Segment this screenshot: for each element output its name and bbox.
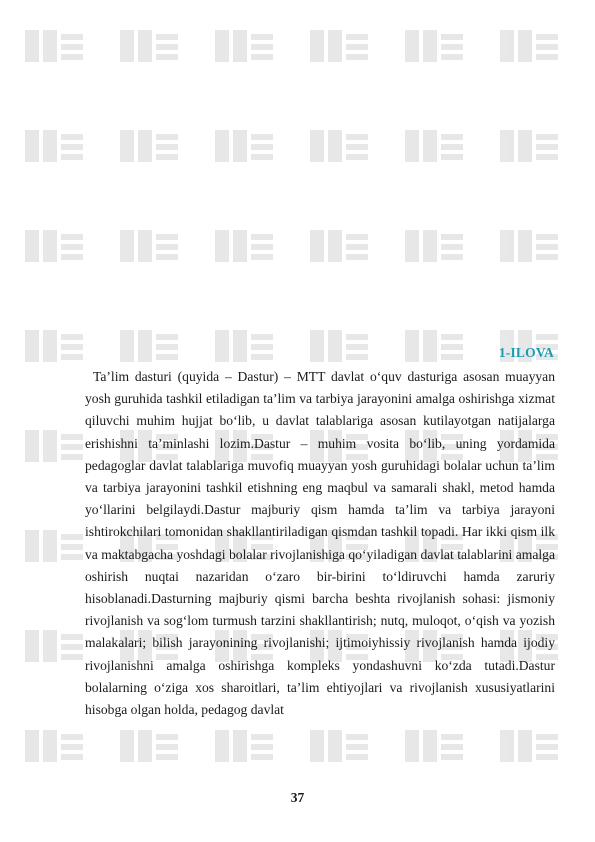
- watermark-mark: [310, 730, 368, 762]
- watermark-mark: [120, 730, 178, 762]
- watermark-mark: [500, 130, 558, 162]
- watermark-mark: [310, 30, 368, 62]
- watermark-mark: [25, 330, 83, 362]
- watermark-mark: [120, 30, 178, 62]
- watermark-mark: [405, 30, 463, 62]
- watermark-mark: [405, 330, 463, 362]
- watermark-mark: [215, 230, 273, 262]
- watermark-mark: [310, 230, 368, 262]
- watermark-mark: [215, 30, 273, 62]
- watermark-mark: [405, 130, 463, 162]
- watermark-mark: [120, 330, 178, 362]
- appendix-heading: 1-ILOVA: [498, 345, 554, 360]
- watermark-mark: [25, 30, 83, 62]
- watermark-mark: [310, 330, 368, 362]
- watermark-mark: [120, 230, 178, 262]
- body-paragraph: Ta’lim dasturi (quyida – Dastur) – MTT davlat o‘quv dasturiga asosan muayyan yosh guruhida tashkil etiladigan ta’lim va tarbiya jarayonini amalga oshirishga xizmat qiluvchi muhim hujjat bo‘lib, u davlat talablariga asosan kutilayotgan natijalarga erishishni ta’minlashi lozim.Dastur – muhim vosita bo‘lib, uning yordamida pedagoglar davlat talablariga muvofiq muayyan yosh guruhidagi bolalar uchun ta’lim va tarbiya jarayonini tashkil etishning eng maqbul va samarali shakl, metod hamda yo‘llarini belgilaydi.Dastur majburiy qism hamda ta’lim va tarbiya jarayoni ishtirokchilari tomonidan shakllantiriladigan qismdan tashkil topadi. Har ikki qism ilk va maktabgacha yoshdagi bolalar rivojlanishiga qo‘yiladigan davlat talablarini amalga oshirish nuqtai nazaridan o‘zaro bir-birini to‘ldiruvchi hamda zaruriy hisoblanadi.Dasturning majburiy qismi barcha beshta rivojlanish sohasi: jismoniy rivojlanish va sog‘lom turmush tarzini shakllantirish; nutq, muloqot, o‘qish va yozish malakalari; bilish jarayonining rivojlanishi; ijtimoiyhissiy rivojlanish hamda ijodiy rivojlanishni amalga oshirishga kompleks yondashuvni ko‘zda tutadi.Dastur bolalarning o‘ziga xos sharoitlari, ta’lim ehtiyojlari va rivojlanish xususiyatlarini hisobga olgan holda, pedagog davlat: [85, 369, 555, 718]
- watermark-mark: [405, 230, 463, 262]
- watermark-mark: [405, 730, 463, 762]
- watermark-mark: [215, 330, 273, 362]
- watermark-mark: [25, 630, 83, 662]
- watermark-mark: [500, 230, 558, 262]
- watermark-mark: [25, 230, 83, 262]
- page-number: 37: [290, 790, 305, 805]
- watermark-mark: [310, 130, 368, 162]
- watermark-mark: [500, 730, 558, 762]
- watermark-mark: [120, 130, 178, 162]
- watermark-mark: [25, 530, 83, 562]
- watermark-mark: [25, 130, 83, 162]
- watermark-mark: [25, 430, 83, 462]
- watermark-mark: [215, 730, 273, 762]
- watermark-mark: [500, 30, 558, 62]
- watermark-mark: [25, 730, 83, 762]
- watermark-mark: [215, 130, 273, 162]
